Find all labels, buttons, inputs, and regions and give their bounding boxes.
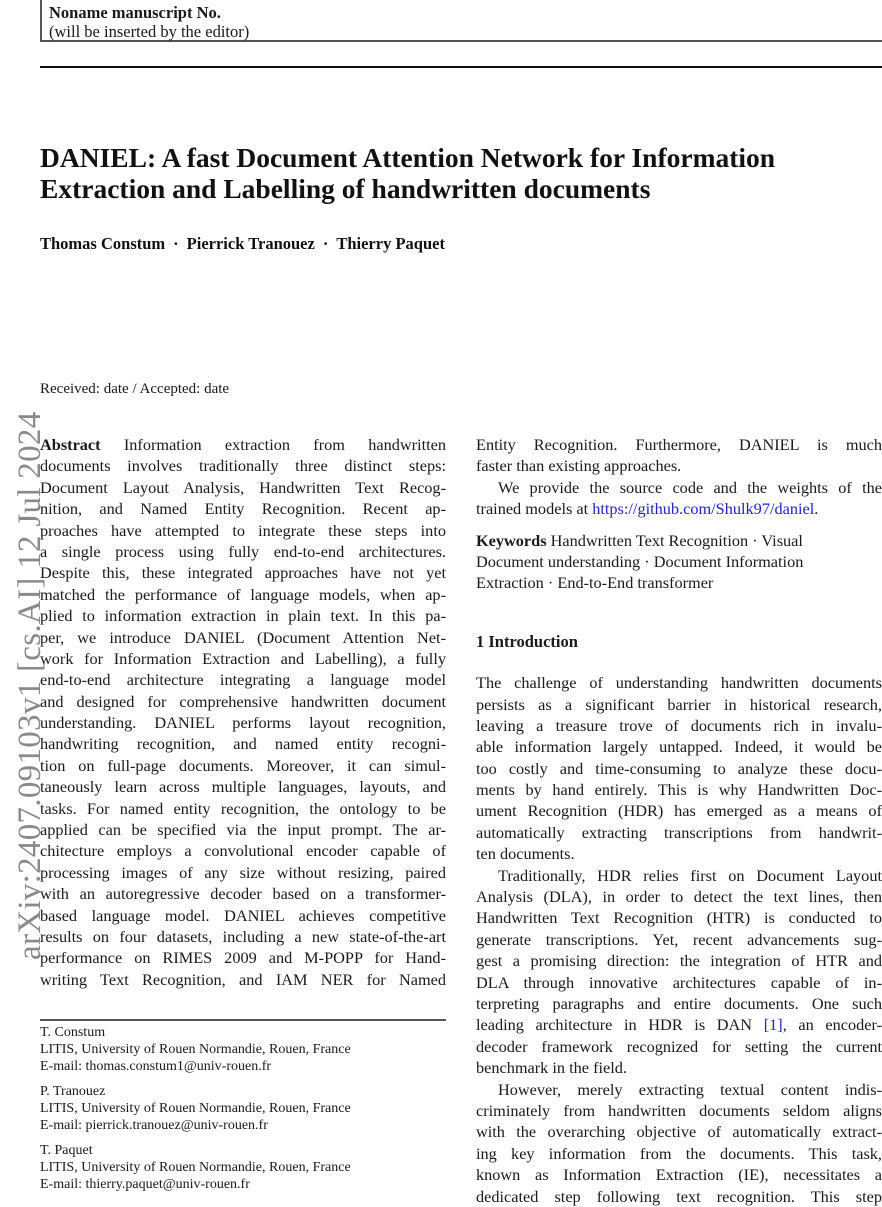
editor-note: (will be inserted by the editor)	[49, 22, 250, 41]
abstract-line: tion on full-page documents. Moreover, it can simul-	[40, 755, 446, 775]
abstract-line: chitecture employs a convolutional encoder capable of	[40, 841, 446, 861]
abstract-line: processing images of any size without resizing, paired	[40, 862, 446, 882]
right-column	[476, 434, 882, 1207]
keywords-label: Keywords	[476, 530, 547, 550]
abstract-line: performance on RIMES 2009 and M-POPP for Hand-	[40, 948, 446, 968]
affiliation-email[interactable]: E-mail: thomas.constum1@univ-rouen.fr	[40, 1059, 272, 1075]
intro-line: terpreting paragraphs and entire documents. One such	[476, 994, 882, 1013]
abstract-line: work for Information Extraction and Labelling), a fully	[40, 648, 446, 668]
affiliation-name: P. Tranouez	[40, 1084, 106, 1099]
intro-line: ten documents.	[476, 844, 575, 864]
abstract-line: with an autoregressive decoder based on a transformer-	[40, 884, 446, 904]
affiliation-institution: LITIS, University of Rouen Normandie, Rouen, France	[40, 1160, 351, 1176]
intro-line: However, merely extracting textual content indis-	[498, 1079, 882, 1099]
intro-line: Handwritten Text Recognition (HTR) is conducted to	[476, 908, 882, 928]
citation-link[interactable]: [1]	[763, 1015, 783, 1035]
github-link[interactable]: https://github.com/Shulk97/daniel	[592, 499, 815, 519]
affiliation-email[interactable]: E-mail: thierry.paquet@univ-rouen.fr	[40, 1177, 250, 1193]
intro-line: benchmark in the field.	[476, 1058, 627, 1078]
arxiv-stamp: arXiv:2407.09103v1 [cs.AI] 12 Jul 2024	[12, 411, 48, 960]
intro-line: ing key information from the documents. This task,	[476, 1143, 882, 1163]
intro-line: ments by hand entirely. This is why Handwritten Doc-	[476, 780, 882, 800]
intro-line: DLA through innovative architectures capable of in-	[476, 972, 882, 992]
affiliation	[40, 1142, 351, 1194]
abstract-line: a single process using fully end-to-end architectures.	[40, 541, 446, 561]
abstract-line: proaches have attempted to integrate these steps into	[40, 520, 446, 540]
abstract-label: Abstract	[40, 435, 101, 454]
author-separator: ·	[322, 234, 329, 253]
intro-line: Analysis (DLA), in order to detect the text lines, then	[476, 887, 882, 907]
manuscript-label: Noname manuscript No.	[49, 3, 221, 22]
abstract-line: plied to information extraction in plain text. In this pa-	[40, 606, 446, 626]
abstract-line: understanding. DANIEL performs layout recognition,	[40, 713, 446, 733]
abstract-line: matched the performance of language models, when ap-	[40, 584, 446, 604]
affiliation-institution: LITIS, University of Rouen Normandie, Rouen, France	[40, 1042, 351, 1058]
abstract-line: faster than existing approaches.	[476, 456, 682, 476]
author-separator: ·	[173, 234, 179, 253]
affiliation-name: T. Constum	[40, 1025, 106, 1040]
intro-line: generate transcriptions. Yet, recent advancements sug-	[476, 929, 882, 949]
received-date: Received: date / Accepted: date	[40, 381, 230, 397]
author-name: Pierrick Tranouez	[186, 234, 315, 253]
title-line: DANIEL: A fast Document Attention Network for Information	[40, 142, 776, 173]
title-line: Extraction and Labelling of handwritten documents	[40, 173, 651, 204]
abstract-line: nition, and Named Entity Recognition. Recent ap-	[40, 499, 446, 519]
header-rule	[40, 66, 882, 68]
affiliation	[40, 1024, 351, 1076]
abstract-line: Despite this, these integrated approaches have not yet	[40, 563, 446, 583]
intro-line: gest a promising direction: the integration of HTR and	[476, 951, 882, 971]
author-name: Thierry Paquet	[336, 234, 445, 253]
paper-title	[40, 142, 882, 204]
abstract-line: tasks. For named entity recognition, the ontology to be	[40, 798, 446, 818]
intro-line: Traditionally, HDR relies first on Document Layout	[498, 865, 882, 885]
intro-line: automatically extracting transcriptions from handwrit-	[476, 822, 882, 842]
keywords-line: Keywords Handwritten Text Recognition · Visual	[476, 530, 803, 550]
affiliation-name: T. Paquet	[40, 1143, 93, 1158]
author-name: Thomas Constum	[40, 234, 166, 253]
abstract-line: per, we introduce DANIEL (Document Attention Net-	[40, 627, 446, 647]
intro-line: leaving a treasure trove of documents rich in invalu-	[476, 715, 882, 735]
intro-line: leading architecture in HDR is DAN [1], an encoder-	[476, 1015, 882, 1035]
manuscript-header-box	[40, 0, 882, 42]
abstract-line: based language model. DANIEL achieves competitive	[40, 905, 446, 925]
abstract-line: Document Layout Analysis, Handwritten Text Recog-	[40, 477, 446, 497]
abstract-line: Abstract Information extraction from handwritten	[40, 435, 446, 454]
intro-line: too costly and time-consuming to analyze these docu-	[476, 758, 882, 778]
intro-line: criminately from handwritten documents seldom aligns	[476, 1100, 882, 1120]
abstract-line: and designed for comprehensive handwritten document	[40, 691, 446, 711]
intro-line: persists as a significant barrier in historical research,	[476, 694, 882, 714]
intro-line: decoder framework recognized for setting the current	[476, 1036, 882, 1056]
intro-line: The challenge of understanding handwritten documents	[476, 673, 882, 693]
abstract	[40, 434, 446, 990]
abstract-line: handwriting recognition, and named entity recogni-	[40, 734, 446, 754]
abstract-line: Entity Recognition. Furthermore, DANIEL is much	[476, 435, 882, 454]
abstract-line: applied can be specified via the input prompt. The ar-	[40, 820, 446, 840]
affiliation	[40, 1083, 351, 1135]
footnote-rule	[40, 1019, 446, 1021]
section-heading-introduction: 1 Introduction	[476, 631, 578, 651]
keywords-line: Extraction · End-to-End transformer	[476, 573, 714, 593]
abstract-line: results on four datasets, including a new state-of-the-art	[40, 926, 446, 946]
keywords-line: Document understanding · Document Information	[476, 551, 804, 571]
code-paragraph-line: We provide the source code and the weights of the	[498, 477, 882, 497]
intro-line: able information largely untapped. Indeed, it would be	[476, 737, 882, 757]
abstract-line: end-to-end architecture integrating a language model	[40, 670, 446, 690]
abstract-line: documents involves traditionally three distinct steps:	[40, 456, 446, 476]
author-list	[40, 234, 445, 254]
intro-line: dedicated step following text recognition. This step	[476, 1186, 882, 1206]
affiliation-institution: LITIS, University of Rouen Normandie, Rouen, France	[40, 1101, 351, 1117]
intro-line: known as Information Extraction (IE), necessitates a	[476, 1165, 882, 1185]
abstract-line: writing Text Recognition, and IAM NER for Named	[40, 969, 446, 989]
abstract-line: taneously learn across multiple languages, layouts, and	[40, 777, 446, 797]
intro-line: ument Recognition (HDR) has emerged as a means of	[476, 801, 882, 821]
affiliation-email[interactable]: E-mail: pierrick.tranouez@univ-rouen.fr	[40, 1118, 268, 1134]
code-paragraph-line: trained models at https://github.com/Shulk97/daniel.	[476, 499, 819, 519]
intro-line: with the overarching objective of automatically extract-	[476, 1122, 882, 1142]
